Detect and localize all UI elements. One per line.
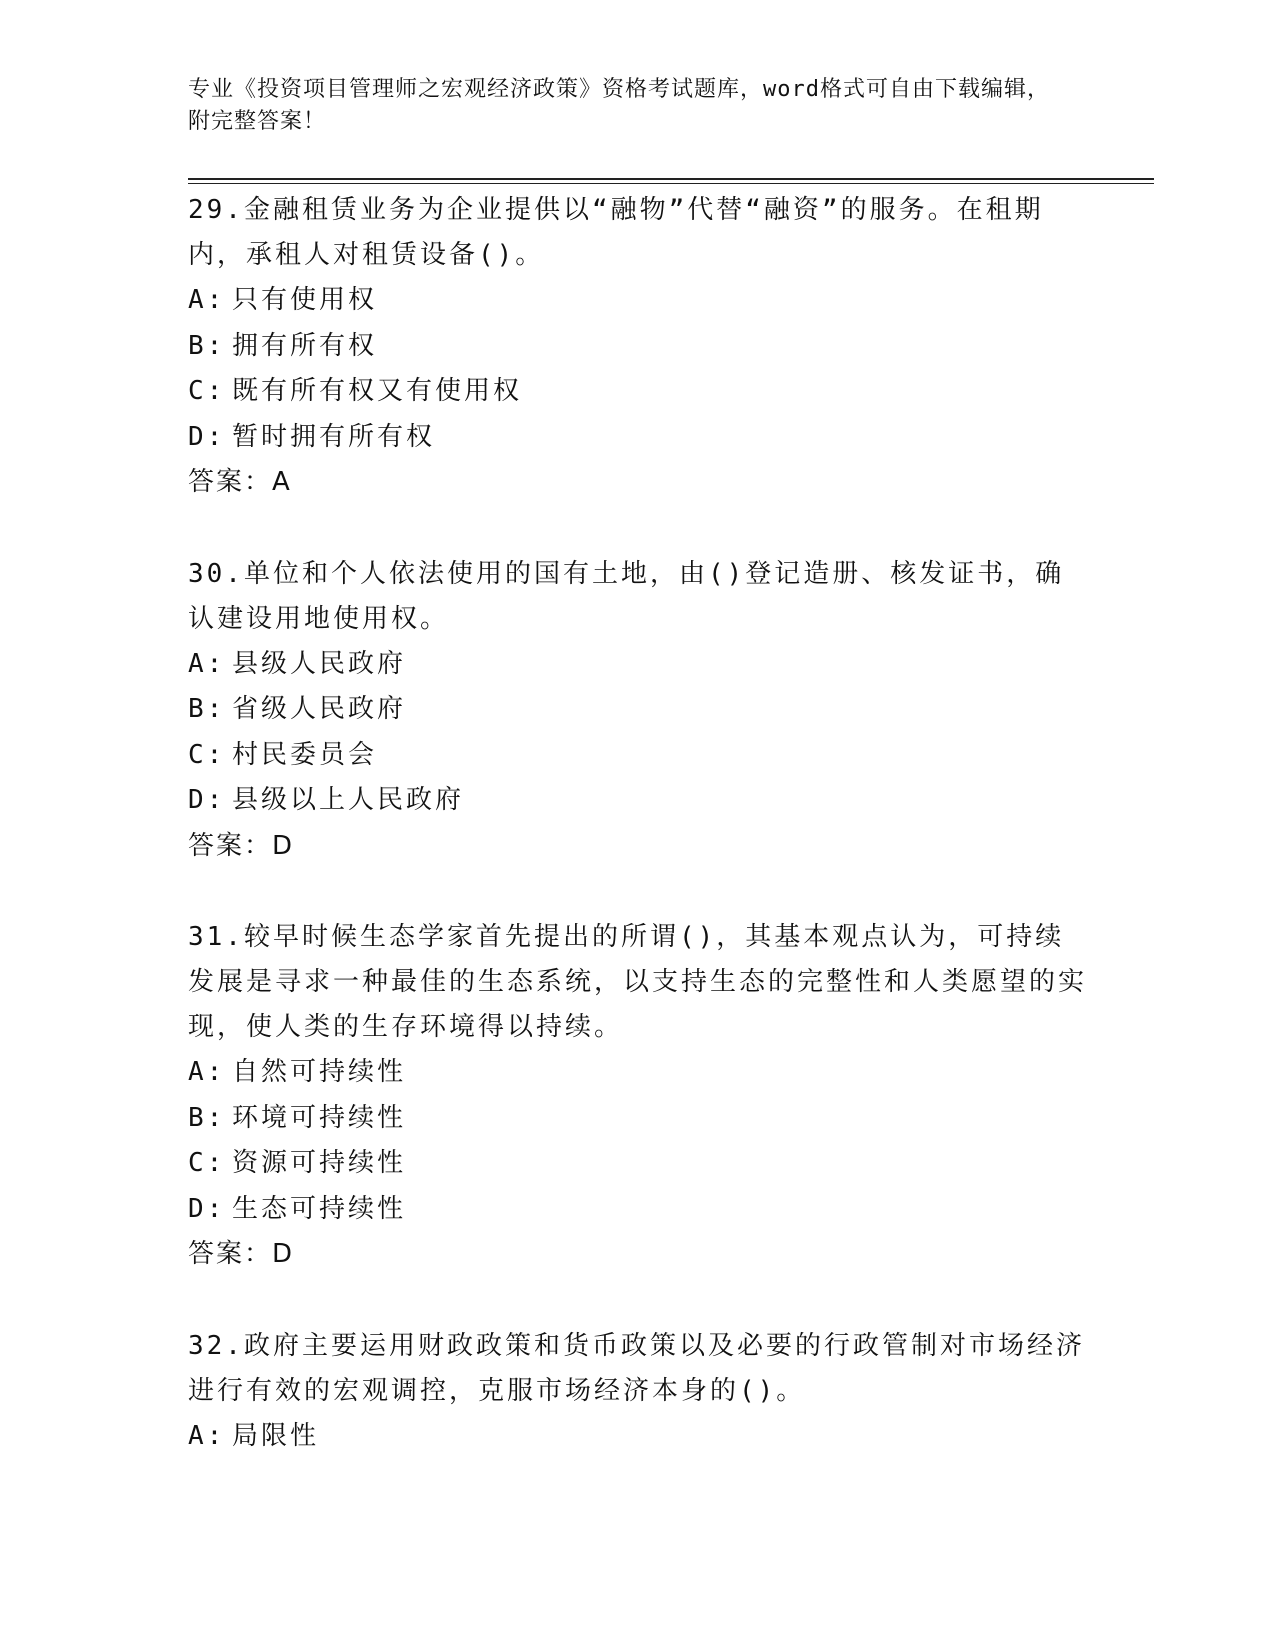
option-d (188, 415, 1088, 461)
option-text: 县级以上人民政府 (232, 785, 465, 815)
option-d (188, 1187, 1088, 1233)
option-key: B: (188, 330, 226, 361)
answer-line: 答案：D (188, 1239, 295, 1269)
option-key: B: (188, 1102, 226, 1133)
option-a (188, 642, 1088, 688)
question-stem: 31.较早时候生态学家首先提出的所谓()，其基本观点认为，可持续发展是寻求一种最佳的生态系统，以支持生态的完整性和人类愿望的实现，使人类的生存环境得以持续。 (188, 922, 1088, 1042)
option-text: 暂时拥有所有权 (232, 421, 436, 452)
option-text: 县级人民政府 (232, 648, 407, 679)
option-key: C: (188, 376, 226, 406)
question-29 (188, 188, 1088, 506)
option-key: C: (188, 1148, 226, 1178)
question-stem: 30.单位和个人依法使用的国有土地，由()登记造册、核发证书，确认建设用地使用权。 (188, 558, 1065, 634)
option-key: A: (188, 285, 226, 315)
option-text: 自然可持续性 (232, 1057, 407, 1087)
option-key: A: (188, 1057, 226, 1087)
option-text: 生态可持续性 (232, 1193, 407, 1224)
option-c (188, 733, 1088, 779)
option-c (188, 1141, 1088, 1187)
document-header: 专业《投资项目管理师之宏观经济政策》资格考试题库，word格式可自由下载编辑，附完整答案！ (188, 77, 1050, 134)
question-stem: 32.政府主要运用财政政策和货币政策以及必要的行政管制对市场经济进行有效的宏观调控，克服市场经济本身的()。 (188, 1330, 1085, 1406)
question-32 (188, 1324, 1088, 1460)
option-text: 既有所有权又有使用权 (232, 376, 523, 406)
option-text: 拥有所有权 (232, 330, 378, 361)
option-a (188, 278, 1088, 324)
option-key: C: (188, 739, 226, 770)
option-text: 局限性 (232, 1420, 320, 1451)
option-text: 资源可持续性 (232, 1148, 407, 1178)
question-31 (188, 915, 1088, 1278)
option-key: A: (188, 648, 226, 679)
option-a (188, 1050, 1088, 1096)
question-list (188, 188, 1088, 1505)
option-key: D: (188, 421, 226, 452)
option-key: A: (188, 1420, 226, 1451)
option-text: 村民委员会 (232, 739, 378, 770)
question-30 (188, 552, 1088, 870)
option-a (188, 1414, 1088, 1460)
option-d (188, 778, 1088, 824)
option-c (188, 369, 1088, 415)
option-key: D: (188, 785, 226, 815)
option-b (188, 687, 1088, 733)
header-divider (188, 178, 1154, 184)
option-b (188, 1096, 1088, 1142)
answer-line: 答案：A (188, 467, 292, 497)
option-text: 省级人民政府 (232, 694, 407, 724)
option-b (188, 324, 1088, 370)
option-key: D: (188, 1193, 226, 1224)
question-stem: 29.金融租赁业务为企业提供以“融物”代替“融资”的服务。在租期内，承租人对租赁设备()。 (188, 195, 1044, 270)
option-text: 环境可持续性 (232, 1102, 407, 1133)
option-text: 只有使用权 (232, 285, 378, 315)
option-key: B: (188, 694, 226, 724)
answer-line: 答案：D (188, 830, 295, 861)
